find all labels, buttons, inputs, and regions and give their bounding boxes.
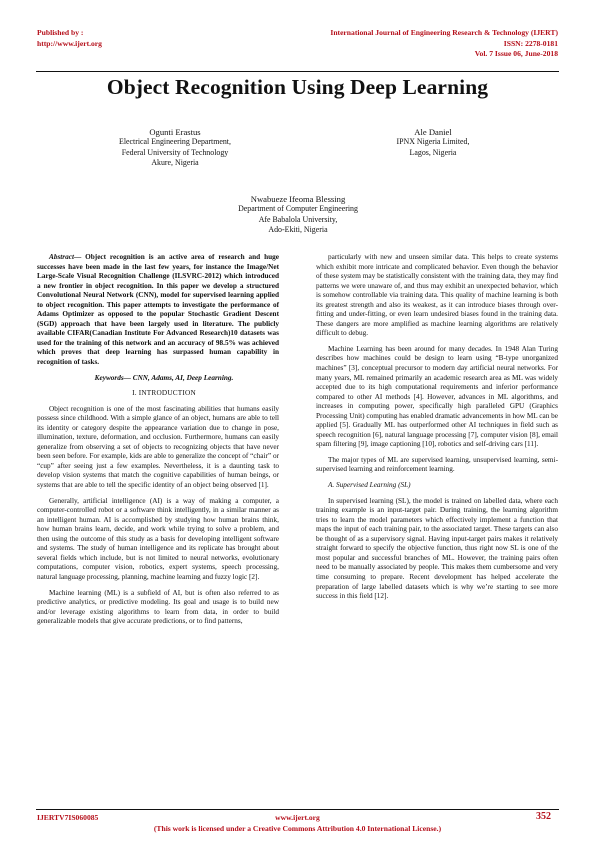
subsection-heading-supervised-learning: A. Supervised Learning (SL): [328, 481, 411, 490]
author-block-2: [318, 127, 548, 158]
author-affiliation: Afe Babalola University,: [258, 214, 338, 224]
author-name: Ogunti Erastus: [149, 127, 201, 137]
body-paragraph: Object recognition is one of the most fascinating abilities that humans easily possess since childhood. With a simple glance of an object, humans are able to tell its identity or category despite the appearance variation due to change in pose, illumination, texture, deformation, and occlusion. Furthermore, humans can easily generalize from observing a set of objects to recognizing objects that have never been seen before. For example, kids are able to generalize the concept of “chair” or “cup” after seeing just a few examples. Nevertheless, it is a daunting task to develop vision systems that match the cognitive capabilities of human beings, or systems that are able to tell the specific identity of an object being observed [1].: [37, 404, 279, 490]
left-column: [37, 253, 279, 633]
published-by: Published by :: [37, 28, 84, 37]
footer-divider: [36, 809, 559, 810]
author-affiliation: Electrical Engineering Department,: [119, 137, 231, 147]
abstract-label: Abstract: [49, 253, 74, 261]
section-heading-introduction: I. INTRODUCTION: [132, 389, 196, 398]
page-number: 352: [536, 811, 551, 822]
body-paragraph: The major types of ML are supervised learning, unsupervised learning, semi-supervised learning and reinforcement learning.: [316, 455, 558, 474]
paper-id: IJERTV7IS060085: [37, 813, 99, 822]
abstract: [37, 253, 279, 368]
body-paragraph: In supervised learning (SL), the model is trained on labelled data, where each training example is an input-target pair. During training, the learning algorithm tries to learn the model parameters which effectively implement a function that maps the input of each training pair, to the associated target. These targets can also be thought of as a supervisory signal. Having input-target pairs makes it relatively straight forward to specify the objective function, thus right now SL is one of the most popular and successful branches of ML. However, the training pairs often need to be manually associated by people. This makes them cumbersome and very time consuming to prepare. Recent development has helped accelerate the preparation of large labelled datasets which is why we’re starting to see more success in this field [12].: [316, 496, 558, 601]
body-paragraph: Machine Learning has been around for many decades. In 1948 Alan Turing describes how machines could be design to learn using “B-type unorganized machines” [3], conceptual precursor to modern day artificial neural networks. For many years, ML remained primarily an academic research area as ML was widely accepted due to its high computational requirements and inferior performance compared to other AI methods [4]. However, advances in ML algorithms, and increases in computing power, specifically high paralleled GPU (Graphics Processing Unit) computing has enabled dramatic advancements in how ML can be applied [5]. Gradually ML has outperformed other AI techniques in field such as speech recognition [6], natural language processing [7], computer vision [8], email spam filtering [9], image captioning [10], robotics and self-driving cars [11].: [316, 344, 558, 449]
author-block-3: [148, 194, 448, 235]
right-column: [316, 253, 558, 608]
author-affiliation: Federal University of Technology: [121, 147, 229, 157]
author-affiliation: IPNX Nigeria Limited,: [396, 137, 470, 147]
header-left: [37, 28, 102, 49]
author-affiliation: Department of Computer Engineering: [238, 204, 358, 214]
issn: ISSN: 2278-0181: [503, 38, 558, 48]
author-name: Ale Daniel: [414, 127, 452, 137]
footer-center: [0, 813, 595, 834]
journal-url-link[interactable]: http://www.ijert.org: [37, 38, 102, 48]
footer-url-link[interactable]: www.ijert.org: [275, 813, 320, 822]
license-note: (This work is licensed under a Creative Commons Attribution 4.0 International License.): [153, 823, 442, 833]
author-block-1: [60, 127, 290, 168]
author-affiliation: Akure, Nigeria: [151, 157, 199, 167]
author-affiliation: Ado-Ekiti, Nigeria: [268, 224, 328, 234]
abstract-text: — Object recognition is an active area of research and huge successes have been made in the last few years, for instance the Image/Net Large-Scale Visual Recognition Challenge (ILSVRC-2012) which introduced a new frontier in object recognition. In this paper we develop a structured Convolutional Neural Network (CNN), model for supervised learning applied to object recognition. This paper attempts to investigate the performance of Adams Optimizer as opposed to the popular Stochastic Gradient Descent (SGD) approach that have been largely used in literature. The publicly available CIFAR(Canadian Institute For Advanced Research)10 datasets was used for the training of this network and an accuracy of 98.5% was achieved which proves that deep learning has surpassed human capability in recognition of tasks.: [37, 253, 279, 367]
author-affiliation: Lagos, Nigeria: [409, 147, 457, 157]
header-divider: [36, 71, 559, 72]
volume-issue: Vol. 7 Issue 06, June-2018: [474, 49, 558, 59]
header-right: [330, 28, 558, 60]
body-paragraph: Generally, artificial intelligence (AI) is a way of making a computer, a computer-controlled robot or a software think intelligently, in a similar manner as an intelligent human. AI is accomplished by studying how human brains think, how human brains learn, decide, and work while trying to solve a problem, and then using the outcome of this study as a basis for developing intelligent software and systems. The study of human intelligence and its replicate has brought about several fields which include, but is not limited to neural networks, evolutionary computations, computer vision, robotics, expert systems, speech processing, natural language processing, planning, machine learning and fuzzy logic [2].: [37, 496, 279, 581]
body-paragraph: Machine learning (ML) is a subfield of AI, but is often also referred to as predictive analytics, or predictive modeling. Its goal and usage is to build new and/or leverage existing algorithms to learn from data, in order to build generalizable models that give accurate predictions, or to find patterns,: [37, 588, 279, 626]
keywords: Keywords— CNN, Adams, AI, Deep Learning.: [94, 373, 234, 382]
journal-name: International Journal of Engineering Research & Technology (IJERT): [330, 28, 558, 37]
body-paragraph: particularly with new and unseen similar data. This helps to create systems which exhibit more intricate and complicated behavior. Even though the behavior of these system may be statistically consistent with the training data, they may find patterns we were unaware of, and thus may exhibit an unexpected behavior, which is somehow controllable via training data. This quality of machine learning is both its greatest strength and also its weakest, as it can introduce biases through over-fitting and under-fitting, or even learn undesired biases found in the training data. These dangers are more amplified as machine learning algorithms are relatively difficult to debug.: [316, 253, 558, 338]
author-name: Nwabueze Ifeoma Blessing: [250, 194, 346, 204]
paper-title: Object Recognition Using Deep Learning: [106, 75, 489, 99]
